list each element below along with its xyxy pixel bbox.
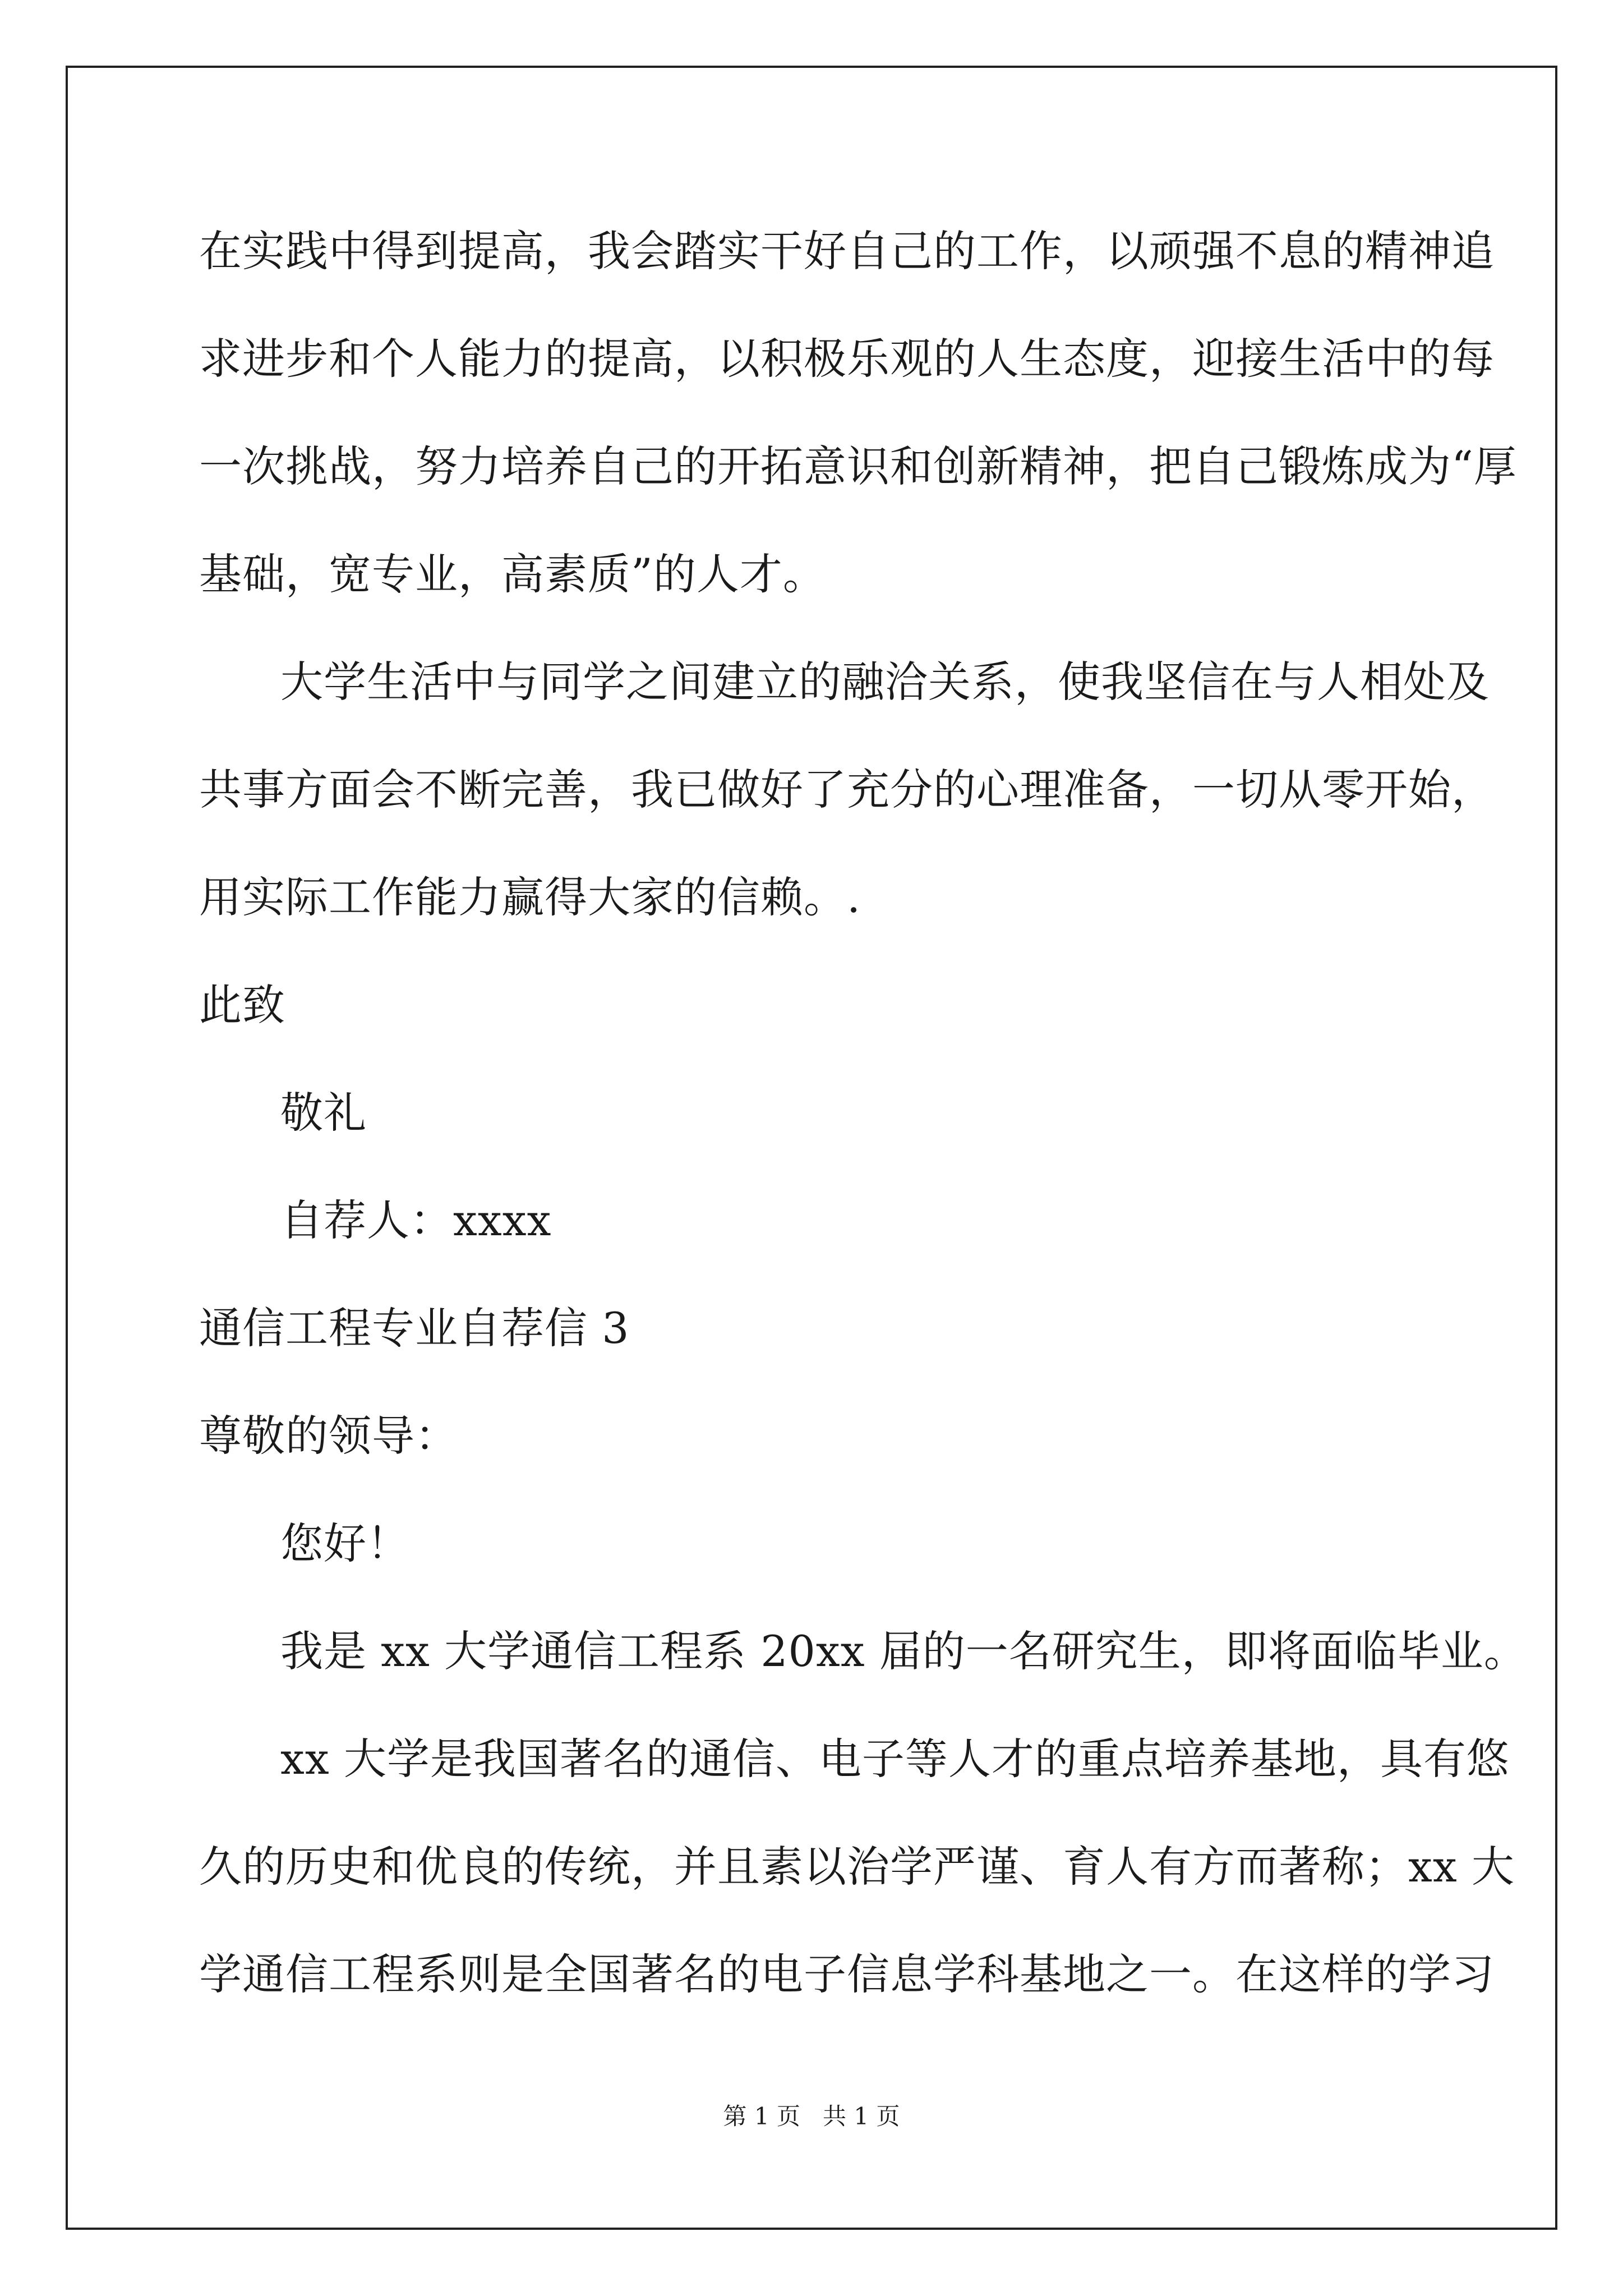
signature-text: 自荐人：xxxx	[280, 1195, 552, 1245]
paragraph-2-line-1: 大学生活中与同学之间建立的融洽关系，使我坚信在与人相处及	[280, 657, 1490, 707]
paragraph-3-line-1: 我是 xx 大学通信工程系 20xx 届的一名研究生，即将面临毕业。	[280, 1626, 1527, 1676]
page-border	[66, 66, 1557, 2230]
paragraph-4-line-3: 学通信工程系则是全国著名的电子信息学科基地之一。在这样的学习	[199, 1949, 1495, 1999]
closing-text: 此致	[199, 980, 285, 1030]
paragraph-1-line-3: 一次挑战，努力培养自己的开拓意识和创新精神，把自己锻炼成为“厚	[199, 441, 1517, 491]
letter-heading: 通信工程专业自荐信 3	[199, 1303, 630, 1353]
paragraph-1-line-2: 求进步和个人能力的提高，以积极乐观的人生态度，迎接生活中的每	[199, 334, 1495, 384]
paragraph-2-line-2: 共事方面会不断完善，我已做好了充分的心理准备，一切从零开始，	[199, 765, 1495, 815]
paragraph-1-line-1: 在实践中得到提高，我会踏实干好自己的工作，以顽强不息的精神追	[199, 226, 1495, 276]
salutation-text: 尊敬的领导：	[199, 1411, 458, 1461]
paragraph-4-line-1: xx 大学是我国著名的通信、电子等人才的重点培养基地，具有悠	[280, 1734, 1510, 1784]
paragraph-1-line-4: 基础，宽专业，高素质”的人才。	[199, 549, 826, 599]
page-number-footer: 第 1 页 共 1 页	[723, 2102, 900, 2130]
paragraph-2-line-3: 用实际工作能力赢得大家的信赖。.	[199, 872, 861, 922]
salute-text: 敬礼	[280, 1088, 367, 1138]
paragraph-4-line-2: 久的历史和优良的传统，并且素以治学严谨、育人有方而著称；xx 大	[199, 1842, 1515, 1892]
greeting-text: 您好！	[280, 1519, 410, 1568]
